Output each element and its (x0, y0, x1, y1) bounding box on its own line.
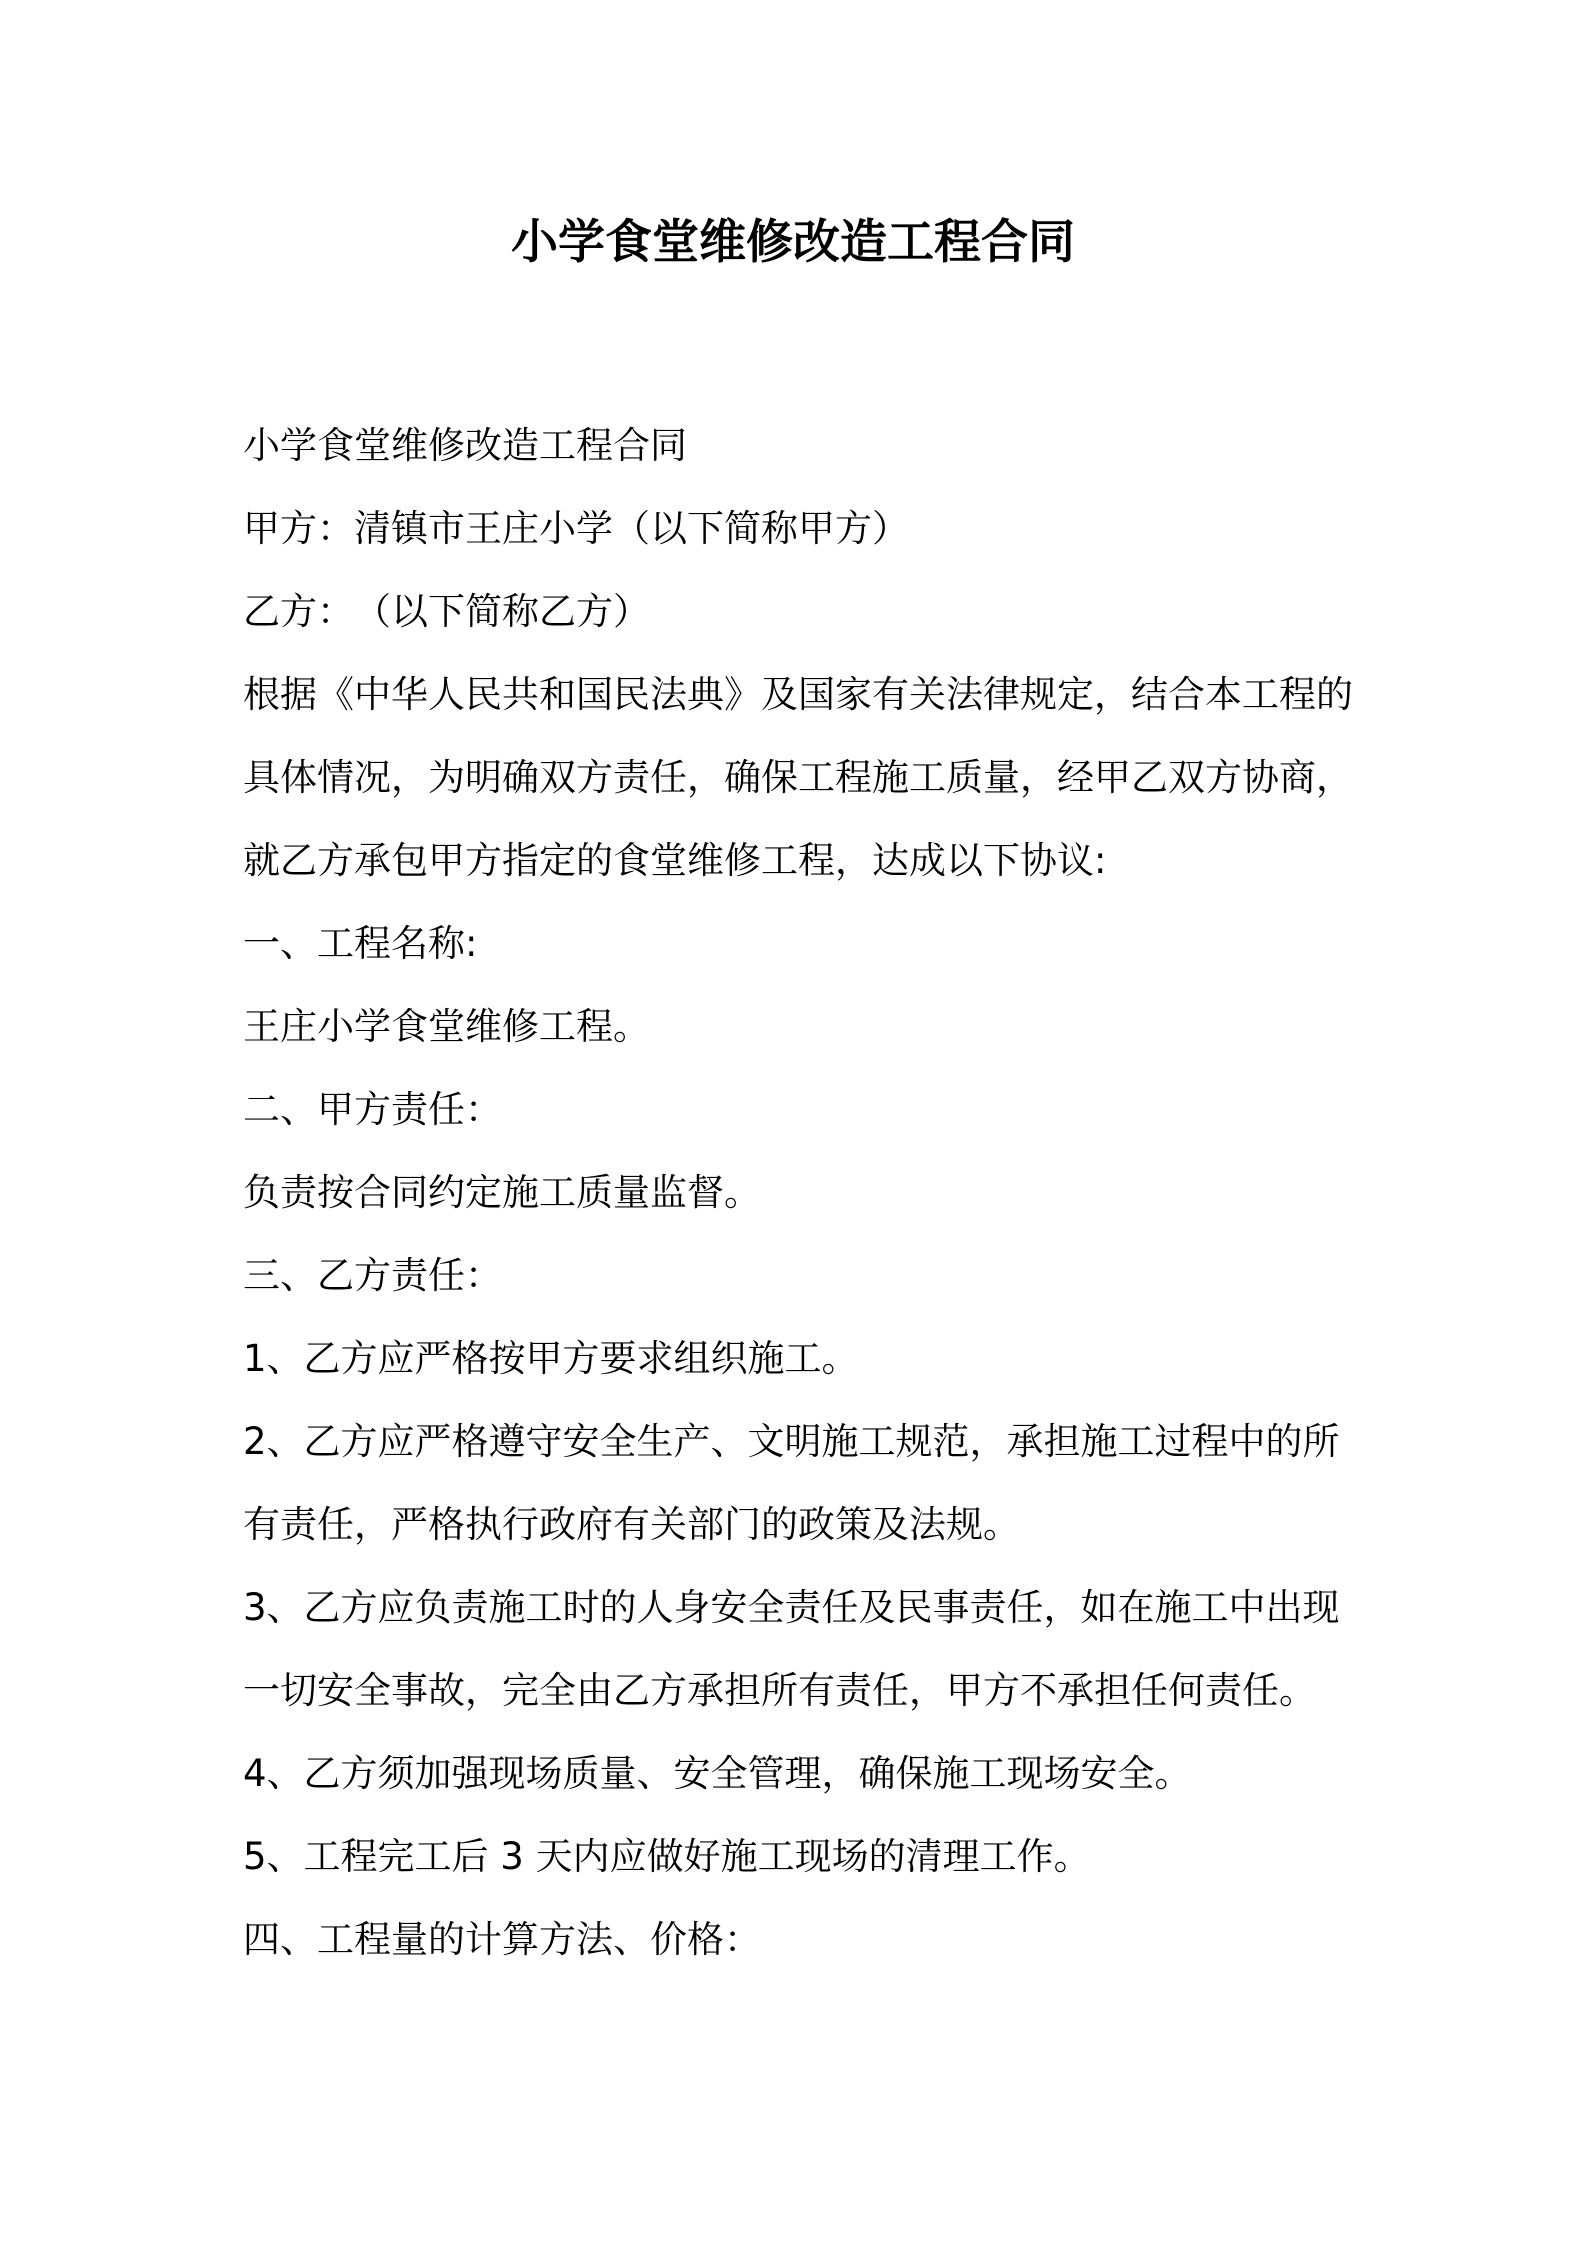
list-item: 2、乙方应严格遵守安全生产、文明施工规范，承担施工过程中的所 (243, 1420, 1340, 1463)
body-line: 一切安全事故，完全由乙方承担所有责任，甲方不承担任何责任。 (243, 1669, 1316, 1712)
list-item: 5、工程完工后 3 天内应做好施工现场的清理工作。 (243, 1835, 1091, 1878)
list-item: 1、乙方应严格按甲方要求组织施工。 (243, 1337, 859, 1380)
body-line: 甲方：清镇市王庄小学（以下简称甲方） (243, 507, 909, 550)
list-item: 3、乙方应负责施工时的人身安全责任及民事责任，如在施工中出现 (243, 1586, 1340, 1629)
body-line: 有责任，严格执行政府有关部门的政策及法规。 (243, 1503, 1020, 1546)
section-heading: 三、乙方责任： (243, 1254, 502, 1297)
section-heading: 二、甲方责任： (243, 1088, 502, 1131)
body-line: 就乙方承包甲方指定的食堂维修工程，达成以下协议: (243, 839, 1107, 882)
document-body (243, 404, 1363, 1981)
section-heading: 一、工程名称: (243, 922, 478, 965)
body-line: 乙方： （以下简称乙方） (243, 590, 650, 633)
body-line: 负责按合同约定施工质量监督。 (243, 1171, 761, 1214)
body-line: 王庄小学食堂维修工程。 (243, 1005, 650, 1048)
document-title: 小学食堂维修改造工程合同 (511, 215, 1075, 270)
body-line: 小学食堂维修改造工程合同 (243, 424, 687, 467)
body-line: 根据《中华人民共和国民法典》及国家有关法律规定，结合本工程的 (243, 673, 1353, 716)
list-item: 4、乙方须加强现场质量、安全管理，确保施工现场安全。 (243, 1752, 1192, 1795)
body-line: 具体情况，为明确双方责任，确保工程施工质量，经甲乙双方协商， (243, 756, 1353, 799)
section-heading: 四、工程量的计算方法、价格： (243, 1918, 761, 1961)
